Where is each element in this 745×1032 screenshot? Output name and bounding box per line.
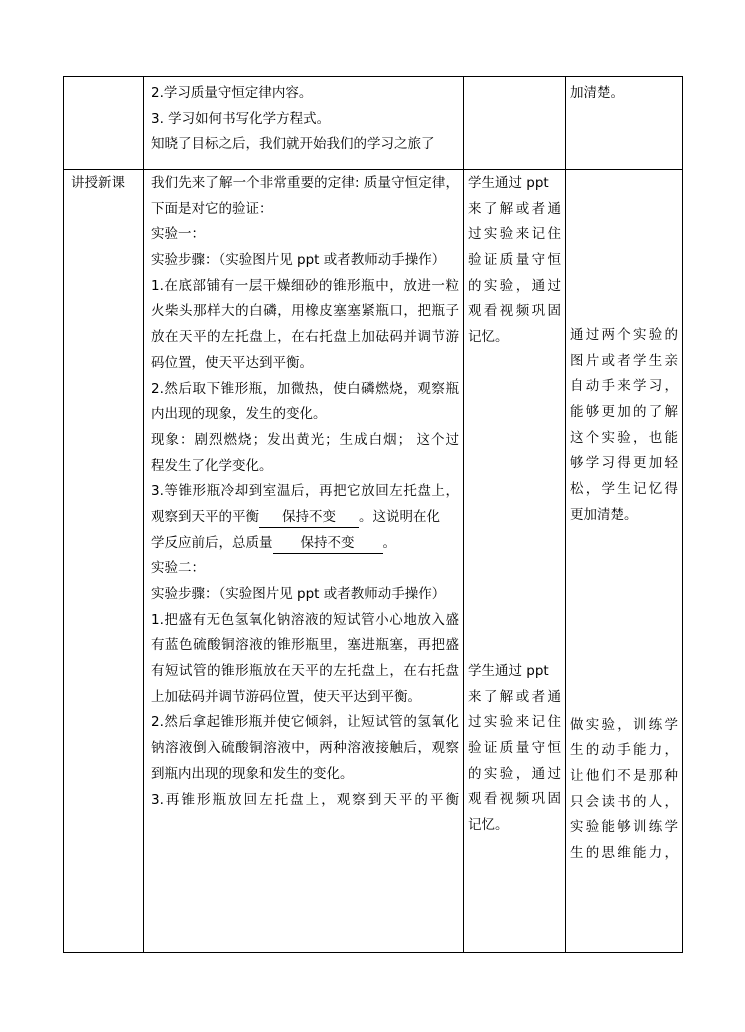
intent-line: 更加清楚。 [570,506,638,523]
experiment-title: 实验一： [151,226,205,243]
content-cell [144,170,464,953]
student-activity-cell [464,77,566,170]
intent-line: 通过两个实验的 [570,327,678,343]
content-line: 钠溶液倒入硫酸铜溶液中，两种溶液接触后，观察 [151,740,459,757]
content-line: 现象：剧烈燃烧；发出黄光；生成白烟； 这个过 [151,431,459,448]
intent-line: 加清楚。 [570,85,624,101]
intent-line: 让他们不是那种 [570,767,678,784]
intent-line: 松，学生记忆得 [570,481,678,498]
content-line: 到瓶内出现的现象和发生的变化。 [151,765,354,782]
content-line: 有蓝色硫酸铜溶液的锥形瓶里，塞进瓶塞，再把盛 [151,637,459,654]
content-line: 3.等锥形瓶冷却到室温后，再把它放回左托盘上， [151,483,459,500]
intent-line: 图片或者学生亲 [570,352,678,369]
intent-line: 生的动手能力， [570,742,678,759]
content-line: 实验步骤：（实验图片见 ppt 或者教师动手操作） [151,586,446,602]
fill-blank-answer: 保持不变 [273,533,383,554]
intent-line: 实验能够训练学 [570,819,678,836]
content-text: 学反应前后，总质量 [151,534,273,551]
stage-cell [64,77,144,170]
content-line [151,531,459,557]
content-line: 2.然后取下锥形瓶，加微热，使白磷燃烧，观察瓶 [151,380,459,397]
student-line: 的实验，通过 [468,277,561,294]
content-line: 有短试管的锥形瓶放在天平的左托盘上，在右托盘 [151,663,459,680]
content-line: 2.然后拿起锥形瓶并使它倾斜，让短试管的氢氧化 [151,714,459,731]
content-line [151,505,459,531]
content-line: 1.在底部铺有一层干燥细砂的锥形瓶中，放进一粒 [151,277,459,294]
content-cell [144,77,464,170]
content-line: 码位置，使天平达到平衡。 [151,354,313,371]
experiment-title: 实验二： [151,560,205,577]
student-line: 学生通过 ppt [468,662,549,679]
intent-line: 能够更加的了解 [570,404,678,421]
lesson-plan-table [63,76,683,953]
table-row [64,170,683,953]
content-line: 下面是对它的验证： [151,200,273,217]
intent-line: 生的思维能力， [570,844,678,861]
stage-label [64,77,143,78]
student-line: 过实验来记住 [468,226,561,243]
student-line: 的实验，通过 [468,765,561,782]
content-line: 我们先来了解一个非常重要的定律: 质量守恒定律， [151,175,459,191]
content-text: 。这说明在化 [359,508,440,525]
student-activity-cell [464,170,566,953]
student-line: 来了解或者通 [468,688,561,705]
table-row [64,77,683,170]
content-line: 火柴头那样大的白磷，用橡皮塞塞紧瓶口，把瓶子 [151,303,459,320]
content-line: 程发生了化学变化。 [151,457,273,474]
design-intent-cell [566,170,683,953]
intent-line: 只会读书的人， [570,793,678,810]
content-text: 观察到天平的平衡 [151,508,259,525]
student-line: 观看视频巩固 [468,791,561,808]
stage-label: 讲授新课 [71,175,125,191]
design-intent-cell [566,77,683,170]
student-line: 记忆。 [468,816,509,833]
stage-cell [64,170,144,953]
content-line: 3.再锥形瓶放回左托盘上，观察到天平的平衡 [151,791,459,808]
student-line: 验证质量守恒 [468,739,561,756]
content-line: 知晓了目标之后，我们就开始我们的学习之旅了 [151,136,435,153]
content-line: 1.把盛有无色氢氧化钠溶液的短试管小心地放入盛 [151,611,459,628]
student-line: 来了解或者通 [468,200,561,217]
intent-line: 够学习得更加轻 [570,455,678,472]
content-line: 放在天平的左托盘上，在右托盘上加砝码并调节游 [151,329,459,346]
intent-line: 这个实验，也能 [570,429,678,446]
student-line: 记忆。 [468,329,509,346]
student-line: 观看视频巩固 [468,303,561,320]
intent-line: 做实验，训练学 [570,716,678,733]
intent-line: 自动手来学习， [570,378,678,395]
content-text: 。 [382,534,396,551]
fill-blank-answer: 保持不变 [259,507,359,528]
content-line: 内出现的现象，发生的变化。 [151,406,327,423]
student-line: 学生通过 ppt [468,175,549,191]
content-line: 上加砝码并调节游码位置，使天平达到平衡。 [151,688,421,705]
student-line: 验证质量守恒 [468,252,561,269]
student-line: 过实验来记住 [468,714,561,731]
content-line: 实验步骤：（实验图片见 ppt 或者教师动手操作） [151,252,446,269]
content-line: 2.学习质量守恒定律内容。 [151,85,313,101]
content-line: 3. 学习如何书写化学方程式。 [151,110,331,127]
